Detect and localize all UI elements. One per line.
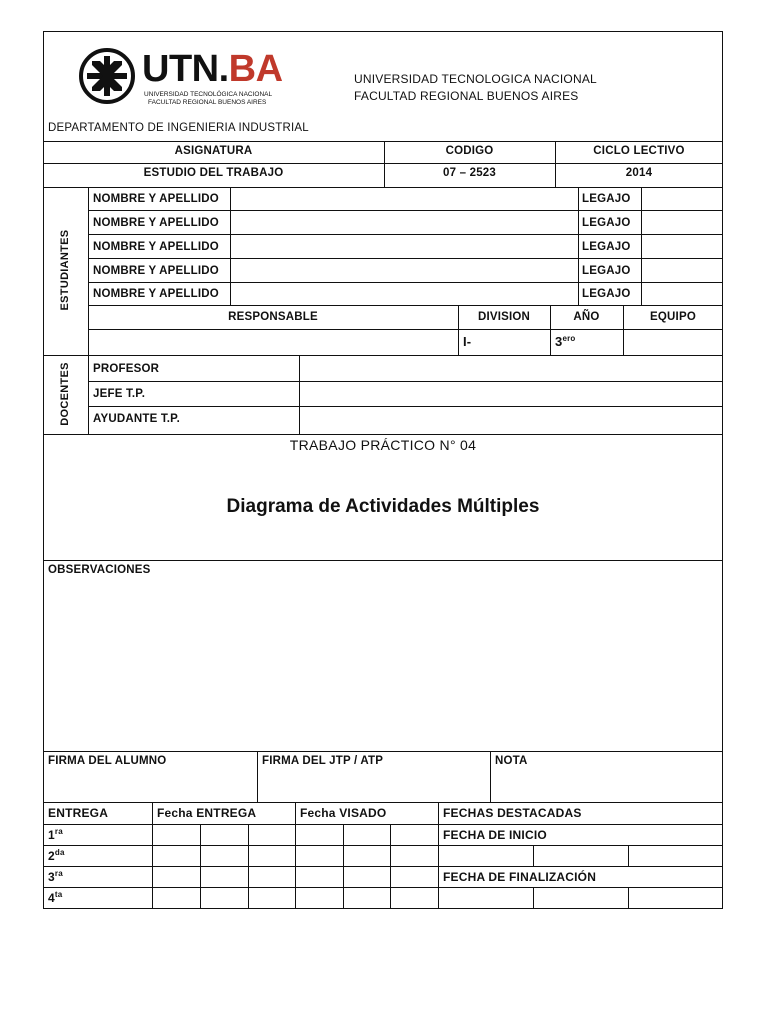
legajo-input-5[interactable] xyxy=(642,283,722,304)
student-name-input-3[interactable] xyxy=(231,235,577,257)
entrega-row-3: $3^{ra}$ xyxy=(48,869,63,884)
student-name-label-5: NOMBRE Y APELLIDO xyxy=(93,288,219,300)
equipo-label: EQUIPO xyxy=(650,311,696,323)
header-codigo: CODIGO xyxy=(445,145,494,157)
fecha-inicio-label: FECHA DE INICIO xyxy=(443,828,547,842)
fechas-destacadas-header: FECHAS DESTACADAS xyxy=(443,806,582,820)
anio-value: $3^{ero}$ xyxy=(555,334,576,349)
utn-logo xyxy=(78,47,283,109)
anio-label: AÑO xyxy=(573,311,600,323)
university-name: UNIVERSIDAD TECNOLOGICA NACIONAL xyxy=(354,72,597,86)
logo-text-accent: BA xyxy=(228,48,283,90)
profesor-label: PROFESOR xyxy=(93,363,160,375)
student-name-input-4[interactable] xyxy=(231,259,577,281)
utn-emblem-icon xyxy=(78,47,136,105)
legajo-input-3[interactable] xyxy=(642,235,722,257)
fecha-fin-input[interactable] xyxy=(439,888,722,907)
student-name-input-2[interactable] xyxy=(231,211,577,233)
ayudante-tp-input[interactable] xyxy=(300,407,722,433)
firma-jtp-input[interactable] xyxy=(258,770,489,800)
legajo-input-1[interactable] xyxy=(642,188,722,209)
logo-subtitle-1: UNIVERSIDAD TECNOLÓGICA NACIONAL xyxy=(144,91,273,98)
jefe-tp-label: JEFE T.P. xyxy=(93,388,146,400)
logo-subtitle-2: FACULTAD REGIONAL BUENOS AIRES xyxy=(148,99,267,106)
student-name-label-3: NOMBRE Y APELLIDO xyxy=(93,241,219,253)
responsable-label: RESPONSABLE xyxy=(228,311,318,323)
entrega-row-1: $1^{ra}$ xyxy=(48,827,63,842)
equipo-input[interactable] xyxy=(624,330,722,354)
responsable-input[interactable] xyxy=(89,330,457,354)
student-name-label-2: NOMBRE Y APELLIDO xyxy=(93,217,219,229)
header-asignatura: ASIGNATURA xyxy=(174,145,253,157)
nota-input[interactable] xyxy=(491,770,722,800)
student-name-label-4: NOMBRE Y APELLIDO xyxy=(93,265,219,277)
legajo-label-4: LEGAJO xyxy=(582,265,631,277)
department-name: DEPARTAMENTO DE INGENIERIA INDUSTRIAL xyxy=(48,122,309,134)
observations-input[interactable] xyxy=(44,580,722,750)
student-name-input-5[interactable] xyxy=(231,283,577,304)
firma-alumno-input[interactable] xyxy=(44,770,256,800)
legajo-label-3: LEGAJO xyxy=(582,241,631,253)
fecha-inicio-input[interactable] xyxy=(439,846,722,865)
profesor-input[interactable] xyxy=(300,356,722,380)
logo-text-main: UTN. xyxy=(142,48,229,90)
fecha-visado-header: Fecha VISADO xyxy=(300,806,387,820)
value-asignatura: ESTUDIO DEL TRABAJO xyxy=(143,167,284,179)
jefe-tp-input[interactable] xyxy=(300,382,722,405)
firma-alumno-label: FIRMA DEL ALUMNO xyxy=(48,755,167,767)
value-ciclo-lectivo: 2014 xyxy=(625,167,653,179)
nota-label: NOTA xyxy=(495,755,528,767)
students-section-label: ESTUDIANTES xyxy=(59,229,71,311)
student-name-input-1[interactable] xyxy=(231,188,577,209)
entrega-row-4: $4^{ta}$ xyxy=(48,890,63,905)
legajo-input-4[interactable] xyxy=(642,259,722,281)
value-codigo: 07 – 2523 xyxy=(443,167,496,179)
division-value: I- xyxy=(463,334,472,349)
tp-number: TRABAJO PRÁCTICO N° 04 xyxy=(289,437,477,453)
page-title: Diagrama de Actividades Múltiples xyxy=(226,496,540,517)
firma-jtp-label: FIRMA DEL JTP / ATP xyxy=(262,755,384,767)
legajo-label-5: LEGAJO xyxy=(582,288,631,300)
division-label: DIVISION xyxy=(477,311,531,323)
entrega-header: ENTREGA xyxy=(48,806,109,820)
legajo-label-1: LEGAJO xyxy=(582,193,631,205)
header-ciclo-lectivo: CICLO LECTIVO xyxy=(593,145,685,157)
legajo-input-2[interactable] xyxy=(642,211,722,233)
fecha-fin-label: FECHA DE FINALIZACIÓN xyxy=(443,870,597,884)
entrega-row-2: $2^{da}$ xyxy=(48,848,65,863)
legajo-label-2: LEGAJO xyxy=(582,217,631,229)
faculty-name: FACULTAD REGIONAL BUENOS AIRES xyxy=(354,89,579,103)
ayudante-tp-label: AYUDANTE T.P. xyxy=(93,413,180,425)
fecha-entrega-header: Fecha ENTREGA xyxy=(157,806,257,820)
student-name-label-1: NOMBRE Y APELLIDO xyxy=(93,193,219,205)
observations-label: OBSERVACIONES xyxy=(48,564,151,576)
teachers-section-label: DOCENTES xyxy=(59,362,71,426)
